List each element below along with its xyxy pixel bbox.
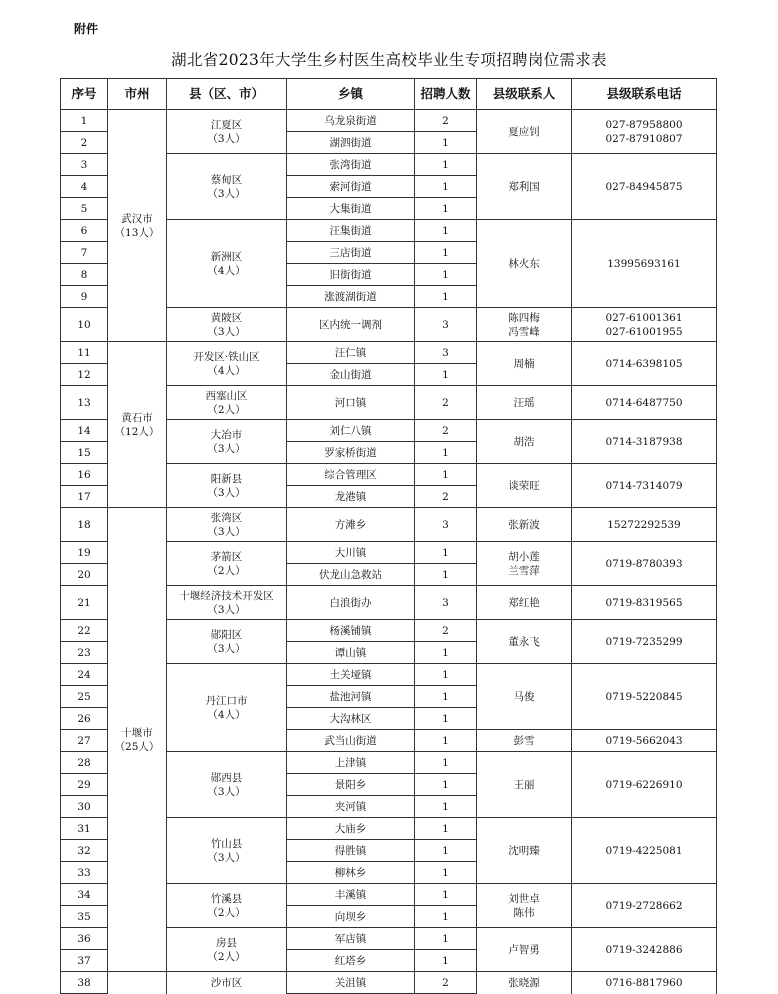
hire-count: 1 — [415, 752, 477, 774]
hire-count: 1 — [415, 840, 477, 862]
table-row — [61, 342, 717, 364]
header-town: 乡镇 — [287, 79, 415, 110]
row-number: 22 — [61, 620, 108, 642]
county-count: （3人） — [207, 325, 246, 338]
town-cell: 涨渡湖街道 — [287, 286, 415, 308]
county-count: （3人） — [207, 486, 246, 499]
contact-person-cell — [477, 818, 572, 884]
town-cell: 红塔乡 — [287, 950, 415, 972]
contact-person: 董永飞 — [508, 635, 540, 648]
county-count: （4人） — [207, 264, 246, 277]
contact-phone: 027-87958800 — [605, 118, 683, 131]
contact-phone-cell — [572, 154, 717, 220]
hire-count: 1 — [415, 564, 477, 586]
row-number: 6 — [61, 220, 108, 242]
county-cell — [167, 110, 287, 154]
county-name: 张湾区 — [210, 511, 243, 524]
county-cell — [167, 620, 287, 664]
town-cell: 盐池河镇 — [287, 686, 415, 708]
table-row — [61, 110, 717, 132]
town-cell: 龙港镇 — [287, 486, 415, 508]
contact-phone-cell — [572, 972, 717, 994]
county-count: （3人） — [207, 642, 246, 655]
contact-phone: 15272292539 — [607, 518, 681, 531]
contact-person: 兰雪萍 — [508, 564, 540, 577]
county-count: （2人） — [207, 950, 246, 963]
hire-count: 1 — [415, 198, 477, 220]
town-cell: 得胜镇 — [287, 840, 415, 862]
row-number: 19 — [61, 542, 108, 564]
county-cell — [167, 308, 287, 342]
contact-person: 周楠 — [513, 357, 535, 370]
contact-phone-cell — [572, 308, 717, 342]
hire-count: 1 — [415, 928, 477, 950]
county-cell — [167, 220, 287, 308]
row-number: 18 — [61, 508, 108, 542]
town-cell: 军店镇 — [287, 928, 415, 950]
hire-count: 2 — [415, 110, 477, 132]
hire-count: 1 — [415, 884, 477, 906]
contact-phone: 0714-6487750 — [605, 396, 683, 409]
town-cell: 刘仁八镇 — [287, 420, 415, 442]
county-name: 新洲区 — [210, 250, 243, 263]
city-cell — [108, 342, 167, 508]
row-number: 30 — [61, 796, 108, 818]
row-number: 1 — [61, 110, 108, 132]
contact-phone: 0714-7314079 — [605, 479, 683, 492]
hire-count: 1 — [415, 774, 477, 796]
county-count: （2人） — [207, 564, 246, 577]
city-cell — [108, 508, 167, 972]
county-name: 竹溪县 — [210, 892, 243, 905]
county-cell — [167, 884, 287, 928]
contact-phone-cell — [572, 928, 717, 972]
county-count: （3人） — [207, 132, 246, 145]
hire-count: 3 — [415, 308, 477, 342]
hire-count: 3 — [415, 342, 477, 364]
town-cell: 大川镇 — [287, 542, 415, 564]
town-cell: 白浪街办 — [287, 586, 415, 620]
row-number: 3 — [61, 154, 108, 176]
county-count: （3人） — [207, 187, 246, 200]
town-cell: 乌龙泉街道 — [287, 110, 415, 132]
city-count: （12人） — [114, 425, 160, 438]
county-cell — [167, 664, 287, 752]
hire-count: 2 — [415, 972, 477, 994]
contact-phone-cell — [572, 752, 717, 818]
county-count: （3人） — [207, 785, 246, 798]
row-number: 11 — [61, 342, 108, 364]
county-cell — [167, 928, 287, 972]
row-number: 33 — [61, 862, 108, 884]
row-number: 37 — [61, 950, 108, 972]
header-count: 招聘人数 — [415, 79, 477, 110]
hire-count: 1 — [415, 796, 477, 818]
row-number: 14 — [61, 420, 108, 442]
header-county: 县（区、市） — [167, 79, 287, 110]
city-count: （25人） — [114, 740, 160, 753]
county-name: 郧西县 — [210, 771, 243, 784]
contact-person: 汪瑶 — [513, 396, 535, 409]
attachment-label: 附件 — [74, 22, 99, 36]
contact-person: 冯雪峰 — [508, 325, 540, 338]
contact-person-cell — [477, 730, 572, 752]
contact-phone: 027-84945875 — [605, 180, 683, 193]
contact-person-cell — [477, 620, 572, 664]
county-count: （4人） — [207, 708, 246, 721]
contact-phone-cell — [572, 220, 717, 308]
hire-count: 1 — [415, 542, 477, 564]
contact-person: 张晓源 — [508, 976, 540, 989]
contact-phone: 0719-3242886 — [605, 943, 683, 956]
contact-phone-cell — [572, 664, 717, 730]
contact-person: 陈伟 — [513, 906, 535, 919]
row-number: 2 — [61, 132, 108, 154]
city-name: 武汉市 — [121, 212, 153, 225]
contact-phone: 0716-8817960 — [605, 976, 683, 989]
hire-count: 2 — [415, 486, 477, 508]
contact-person: 胡浩 — [513, 435, 535, 448]
hire-count: 1 — [415, 286, 477, 308]
city-name: 十堰市 — [121, 726, 153, 739]
town-cell: 大集街道 — [287, 198, 415, 220]
contact-phone-cell — [572, 110, 717, 154]
row-number: 34 — [61, 884, 108, 906]
contact-phone-cell — [572, 464, 717, 508]
hire-count: 1 — [415, 950, 477, 972]
contact-person: 王丽 — [513, 778, 535, 791]
county-count: （2人） — [207, 906, 246, 919]
contact-phone: 0714-3187938 — [605, 435, 683, 448]
hire-count: 1 — [415, 176, 477, 198]
table-row — [61, 508, 717, 542]
hire-count: 1 — [415, 364, 477, 386]
contact-phone-cell — [572, 508, 717, 542]
contact-person: 谈荣旺 — [508, 479, 540, 492]
contact-person-cell — [477, 220, 572, 308]
hire-count: 3 — [415, 586, 477, 620]
contact-phone-cell — [572, 386, 717, 420]
contact-phone-cell — [572, 342, 717, 386]
town-cell: 罗家桥街道 — [287, 442, 415, 464]
county-count: （3人） — [207, 442, 246, 455]
county-name: 蔡甸区 — [210, 173, 243, 186]
town-cell: 向坝乡 — [287, 906, 415, 928]
header-city: 市州 — [108, 79, 167, 110]
row-number: 7 — [61, 242, 108, 264]
town-cell: 伏龙山急救站 — [287, 564, 415, 586]
row-number: 13 — [61, 386, 108, 420]
county-name: 阳新县 — [210, 472, 243, 485]
contact-phone-cell — [572, 420, 717, 464]
town-cell: 上津镇 — [287, 752, 415, 774]
contact-phone: 0719-8319565 — [605, 596, 683, 609]
header-contact: 县级联系人 — [477, 79, 572, 110]
contact-person: 张新波 — [508, 518, 540, 531]
contact-person: 沈明臻 — [508, 844, 540, 857]
row-number: 15 — [61, 442, 108, 464]
hire-count: 3 — [415, 508, 477, 542]
hire-count: 1 — [415, 708, 477, 730]
hire-count: 1 — [415, 642, 477, 664]
contact-person: 胡小莲 — [508, 550, 540, 563]
recruitment-table — [60, 78, 717, 994]
contact-phone: 0714-6398105 — [605, 357, 683, 370]
town-cell: 张湾街道 — [287, 154, 415, 176]
contact-person-cell — [477, 386, 572, 420]
contact-person-cell — [477, 154, 572, 220]
hire-count: 1 — [415, 686, 477, 708]
row-number: 29 — [61, 774, 108, 796]
contact-person: 彭雪 — [513, 734, 535, 747]
contact-person: 马俊 — [513, 690, 535, 703]
row-number: 9 — [61, 286, 108, 308]
contact-phone: 0719-6226910 — [605, 778, 683, 791]
county-name: 十堰经济技术开发区 — [179, 589, 274, 602]
hire-count: 1 — [415, 132, 477, 154]
hire-count: 1 — [415, 664, 477, 686]
county-name: 沙市区 — [210, 976, 243, 989]
hire-count: 2 — [415, 420, 477, 442]
contact-person: 陈四梅 — [508, 311, 540, 324]
contact-person: 刘世卓 — [508, 892, 540, 905]
contact-person-cell — [477, 928, 572, 972]
contact-phone: 027-61001955 — [605, 325, 683, 338]
header-phone: 县级联系电话 — [572, 79, 717, 110]
town-cell: 方滩乡 — [287, 508, 415, 542]
contact-person: 卢智勇 — [508, 943, 540, 956]
hire-count: 1 — [415, 730, 477, 752]
county-cell — [167, 542, 287, 586]
row-number: 31 — [61, 818, 108, 840]
hire-count: 1 — [415, 264, 477, 286]
county-cell — [167, 972, 287, 994]
town-cell: 杨溪铺镇 — [287, 620, 415, 642]
county-cell — [167, 586, 287, 620]
row-number: 10 — [61, 308, 108, 342]
town-cell: 谭山镇 — [287, 642, 415, 664]
contact-phone: 0719-4225081 — [605, 844, 683, 857]
county-name: 房县 — [216, 936, 237, 949]
county-name: 竹山县 — [210, 837, 243, 850]
contact-person-cell — [477, 342, 572, 386]
county-cell — [167, 464, 287, 508]
contact-person-cell — [477, 884, 572, 928]
town-cell: 大沟林区 — [287, 708, 415, 730]
contact-person-cell — [477, 464, 572, 508]
row-number: 28 — [61, 752, 108, 774]
row-number: 12 — [61, 364, 108, 386]
contact-person-cell — [477, 508, 572, 542]
hire-count: 1 — [415, 464, 477, 486]
city-cell — [108, 110, 167, 342]
hire-count: 1 — [415, 220, 477, 242]
hire-count: 2 — [415, 386, 477, 420]
county-name: 茅箭区 — [210, 550, 243, 563]
table-row — [61, 972, 717, 994]
row-number: 26 — [61, 708, 108, 730]
county-name: 开发区·铁山区 — [193, 350, 260, 363]
hire-count: 1 — [415, 242, 477, 264]
town-cell: 汪集街道 — [287, 220, 415, 242]
contact-phone: 027-61001361 — [605, 311, 683, 324]
town-cell: 夹河镇 — [287, 796, 415, 818]
row-number: 36 — [61, 928, 108, 950]
hire-count: 1 — [415, 818, 477, 840]
row-number: 21 — [61, 586, 108, 620]
contact-person-cell — [477, 972, 572, 994]
town-cell: 土关垭镇 — [287, 664, 415, 686]
header-no: 序号 — [61, 79, 108, 110]
row-number: 5 — [61, 198, 108, 220]
town-cell: 综合管理区 — [287, 464, 415, 486]
hire-count: 1 — [415, 862, 477, 884]
contact-person-cell — [477, 586, 572, 620]
contact-phone-cell — [572, 884, 717, 928]
row-number: 24 — [61, 664, 108, 686]
city-cell — [108, 972, 167, 994]
county-cell — [167, 420, 287, 464]
header-row — [61, 79, 717, 110]
contact-phone: 0719-7235299 — [605, 635, 683, 648]
county-count: （4人） — [207, 364, 246, 377]
row-number: 17 — [61, 486, 108, 508]
county-cell — [167, 154, 287, 220]
city-name: 黄石市 — [121, 411, 153, 424]
county-cell — [167, 752, 287, 818]
county-cell — [167, 818, 287, 884]
page-title: 湖北省2023年大学生乡村医生高校毕业生专项招聘岗位需求表 — [171, 51, 607, 69]
county-cell — [167, 386, 287, 420]
town-cell: 大庙乡 — [287, 818, 415, 840]
city-count: （13人） — [114, 226, 160, 239]
contact-phone-cell — [572, 730, 717, 752]
county-name: 丹江口市 — [205, 694, 248, 707]
county-count: （3人） — [207, 525, 246, 538]
county-count: （3人） — [207, 851, 246, 864]
contact-phone-cell — [572, 620, 717, 664]
town-cell: 关沮镇 — [287, 972, 415, 994]
contact-phone: 13995693161 — [607, 257, 681, 270]
contact-person-cell — [477, 542, 572, 586]
town-cell: 丰溪镇 — [287, 884, 415, 906]
town-cell: 河口镇 — [287, 386, 415, 420]
row-number: 27 — [61, 730, 108, 752]
county-count: （2人） — [207, 403, 246, 416]
town-cell: 汪仁镇 — [287, 342, 415, 364]
row-number: 16 — [61, 464, 108, 486]
contact-person-cell — [477, 308, 572, 342]
county-name: 黄陂区 — [210, 311, 243, 324]
contact-person: 郑利国 — [508, 180, 540, 193]
town-cell: 柳林乡 — [287, 862, 415, 884]
county-name: 大冶市 — [210, 428, 243, 441]
row-number: 8 — [61, 264, 108, 286]
row-number: 32 — [61, 840, 108, 862]
town-cell: 区内统一调剂 — [287, 308, 415, 342]
hire-count: 2 — [415, 620, 477, 642]
contact-phone-cell — [572, 818, 717, 884]
hire-count: 1 — [415, 906, 477, 928]
county-name: 江夏区 — [210, 118, 243, 131]
contact-phone: 0719-8780393 — [605, 557, 683, 570]
county-count: （3人） — [207, 603, 246, 616]
contact-person-cell — [477, 110, 572, 154]
row-number: 23 — [61, 642, 108, 664]
county-name: 郧阳区 — [210, 628, 243, 641]
contact-person-cell — [477, 752, 572, 818]
town-cell: 景阳乡 — [287, 774, 415, 796]
county-cell — [167, 508, 287, 542]
town-cell: 旧街街道 — [287, 264, 415, 286]
contact-person: 夏应钊 — [508, 125, 540, 138]
contact-phone: 027-87910807 — [605, 132, 683, 145]
contact-person-cell — [477, 664, 572, 730]
contact-phone-cell — [572, 586, 717, 620]
row-number: 4 — [61, 176, 108, 198]
contact-phone: 0719-5662043 — [605, 734, 683, 747]
row-number: 38 — [61, 972, 108, 994]
contact-person-cell — [477, 420, 572, 464]
row-number: 25 — [61, 686, 108, 708]
contact-phone-cell — [572, 542, 717, 586]
contact-person: 林火东 — [508, 257, 540, 270]
contact-phone: 0719-2728662 — [605, 899, 683, 912]
hire-count: 1 — [415, 154, 477, 176]
town-cell: 湖泗街道 — [287, 132, 415, 154]
town-cell: 武当山街道 — [287, 730, 415, 752]
contact-person: 郑红艳 — [508, 596, 540, 609]
town-cell: 金山街道 — [287, 364, 415, 386]
row-number: 20 — [61, 564, 108, 586]
town-cell: 索河街道 — [287, 176, 415, 198]
county-cell — [167, 342, 287, 386]
contact-phone: 0719-5220845 — [605, 690, 683, 703]
county-name: 西塞山区 — [205, 389, 248, 402]
hire-count: 1 — [415, 442, 477, 464]
row-number: 35 — [61, 906, 108, 928]
town-cell: 三店街道 — [287, 242, 415, 264]
